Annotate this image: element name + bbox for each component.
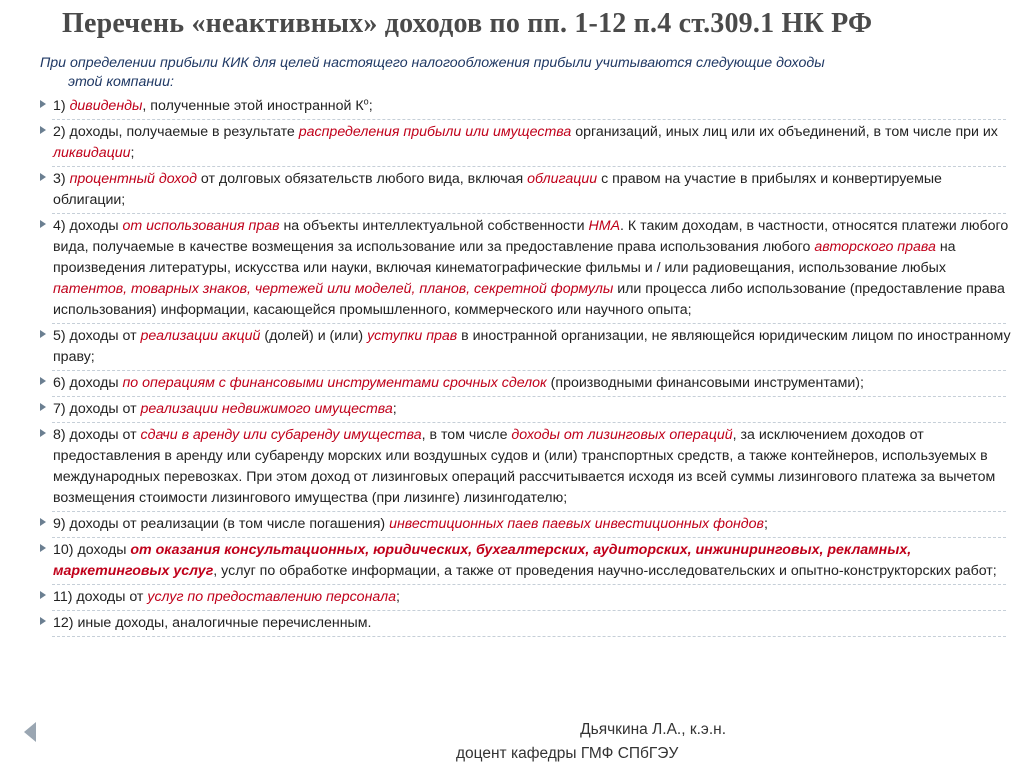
list-item-text: , в том числе [421,427,512,443]
bullet-arrow-icon [40,100,46,108]
bullet-arrow-icon [40,518,46,526]
list-item-text: от долговых обязательств любого вида, включая [196,171,528,187]
list-item-text: . К таким доходам, в частности, относятся платежи любого вида, получаемые в качестве возмещения за использование или за предоставление права использования любого [53,218,1009,255]
list-item-text: на объекты интеллектуальной собственности [279,218,589,234]
list-item-text: 11) доходы от [53,589,148,605]
list-item-text: (долей) и (или) [260,328,368,344]
footer-author: Дьячкина Л.А., к.э.н. [580,721,726,738]
highlighted-term: авторского права [814,239,936,255]
highlighted-term: по операциям с финансовыми инструментами срочных сделок [122,375,547,391]
highlighted-term: дивиденды [69,98,143,114]
highlighted-term: ликвидации [53,145,131,161]
highlighted-term: распределения прибыли или имущества [298,124,572,140]
list-item-text: 7) доходы от [53,401,141,417]
list-item [0,326,1024,368]
bullet-arrow-icon [40,617,46,625]
highlighted-term: реализации акций [140,328,261,344]
highlighted-term: от использования прав [122,218,280,234]
list-item-text: ; [392,401,397,417]
intro-line-2: этой компании: [68,74,174,90]
list-item [0,373,1024,394]
list-item-text: 8) доходы от [53,427,141,443]
list-item [0,169,1024,211]
bullet-arrow-icon [40,126,46,134]
bullet-arrow-icon [40,330,46,338]
highlighted-term: облигации [527,171,598,187]
list-item-text: ; [368,98,373,114]
list-item-text: ; [130,145,135,161]
highlighted-term: инвестиционных паев паевых инвестиционных фондов [389,516,764,532]
list-item-text: 9) доходы от реализации (в том числе погашения) [53,516,390,532]
slide-title: Перечень «неактивных» доходов по пп. 1-12 п.4 ст.309.1 НК РФ [62,8,873,39]
footer-position: доцент кафедры ГМФ СПбГЭУ [456,745,679,762]
highlighted-term: о [363,96,369,107]
list-item-text: 1) [53,98,70,114]
bullet-arrow-icon [40,377,46,385]
list-item-text: на произведения литературы, искусства или науки, включая кинематографические фильмы и / или радиовещания, использование любых [53,239,956,276]
list-item-text: , услуг по обработке информации, а также от проведения научно-исследовательских и опытно-конструкторских работ; [213,563,997,579]
list-item [0,587,1024,608]
list-item-text: 12) иные доходы, аналогичные перечисленным. [53,615,372,631]
list-item-text: , за исключением доходов от предоставления в аренду или субаренду морских или воздушных судов и (или) транспортных средств, а также контейнеров, используемых в международных перевозках. При этом доход от лизинговых операций рассчитывается исходя из всей суммы лизингового платежа за вычетом возмещения стоимости лизингового имущества (при лизинге) лизингодателю; [53,427,996,506]
list-item-text: 5) доходы от [53,328,141,344]
list-item-text: с правом на участие в прибылях и конвертируемые облигации; [53,171,942,208]
footer-author-block [456,718,726,766]
list-item-text: ; [396,589,400,605]
highlighted-term: процентный доход [69,171,197,187]
intro-text [40,54,1000,92]
list-item-text: 2) доходы, получаемые в результате [53,124,299,140]
list-item-text: 3) [53,171,70,187]
list-item-text: в иностранной организации, не являющейся юридическим лицом по иностранному праву; [53,328,1011,365]
list-item-text: или процесса либо использование (предоставление права использования) информации, касающейся промышленного, коммерческого или научного опыта; [53,281,1005,318]
list-item [0,514,1024,535]
bullet-arrow-icon [40,544,46,552]
highlighted-term: от оказания консультационных, юридических, бухгалтерских, аудиторских, инжиниринговых, рекламных, маркетинговых услуг [53,542,912,579]
highlighted-term: услуг по предоставлению персонала [147,589,396,605]
previous-slide-arrow-icon[interactable] [24,722,36,742]
bullet-arrow-icon [40,591,46,599]
bullet-arrow-icon [40,220,46,228]
highlighted-term: сдачи в аренду или субаренду имущества [140,427,422,443]
list-item [0,540,1024,582]
list-item-text: , полученные этой иностранной К [142,98,364,114]
bullet-arrow-icon [40,403,46,411]
highlighted-term: патентов, товарных знаков, чертежей или моделей, планов, секретной формулы [53,281,614,297]
list-item [0,613,1024,634]
list-item-text: организаций, иных лиц или их объединений, в том числе при их [571,124,998,140]
bullet-arrow-icon [40,429,46,437]
bullet-arrow-icon [40,173,46,181]
intro-line-1: При определении прибыли КИК для целей настоящего налогообложения прибыли учитываются следующие доходы [40,55,825,71]
list-item [0,425,1024,509]
list-item [0,399,1024,420]
list-item-text: ; [763,516,768,532]
list-item-text: (производными финансовыми инструментами); [546,375,864,391]
highlighted-term: реализации недвижимого имущества [140,401,393,417]
highlighted-term: НМА [588,218,621,234]
highlighted-term: доходы от лизинговых операций [511,427,733,443]
list-item-text: 6) доходы [53,375,123,391]
list-item-text: 4) доходы [53,218,123,234]
income-list [0,96,1024,639]
list-item-text: 10) доходы [53,542,131,558]
list-item [0,96,1024,117]
list-item [0,216,1024,321]
list-item [0,122,1024,164]
highlighted-term: уступки прав [367,328,458,344]
